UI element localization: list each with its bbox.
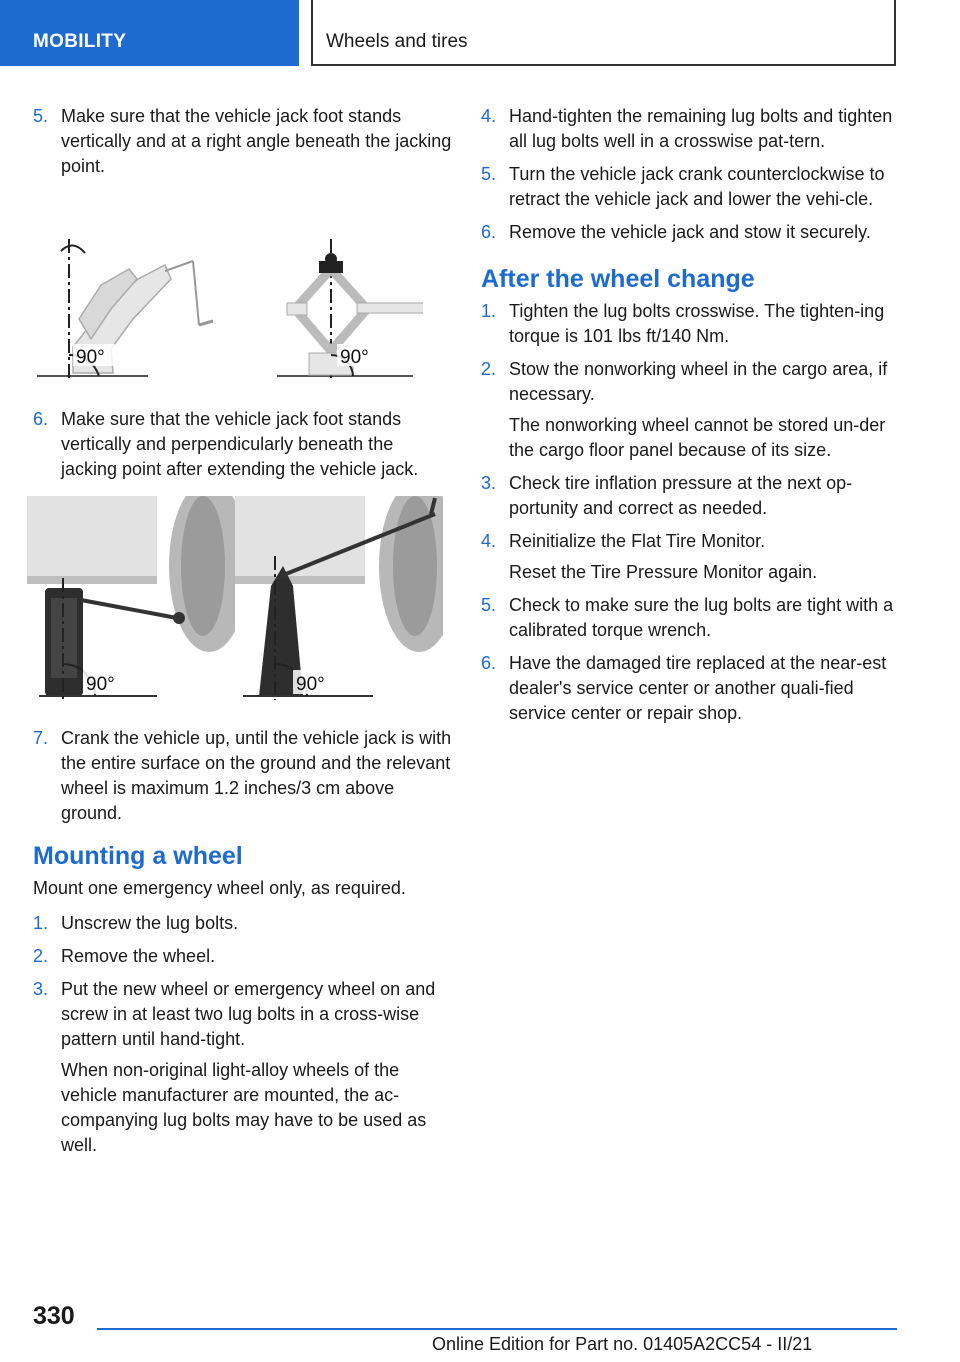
step-note: When non-original light-alloy wheels of the vehicle manufacturer are mounted, the ac-companying lug bolts may have to be used as well.	[61, 1060, 427, 1155]
jack-photo-figure	[27, 496, 453, 704]
step-number: 6.	[481, 653, 497, 673]
step-number: 2.	[481, 359, 497, 379]
step-item	[481, 220, 899, 245]
step-note: The nonworking wheel cannot be stored un-der the cargo floor panel because of its size.	[509, 415, 886, 460]
chapter-title: Wheels and tires	[326, 31, 468, 52]
step-number: 3.	[481, 473, 497, 493]
step-text: Check tire inflation pressure at the next op-portunity and correct as needed.	[509, 473, 853, 518]
step-item	[481, 299, 899, 349]
step-number: 5.	[481, 595, 497, 615]
step-item	[33, 977, 453, 1158]
step-number: 1.	[33, 913, 49, 933]
step-text: Turn the vehicle jack crank counterclockwise to retract the vehicle jack and lower the vehi-cle.	[509, 164, 885, 209]
edition-info: Online Edition for Part no. 01405A2CC54 - II/21	[432, 1334, 813, 1354]
jack-diagram-scissor	[33, 235, 453, 385]
section-label: MOBILITY	[33, 31, 127, 52]
step-number: 4.	[481, 106, 497, 126]
step-text: Crank the vehicle up, until the vehicle jack is with the entire surface on the ground and the relevant wheel is maximum 1.2 inches/3 cm above ground.	[61, 728, 452, 823]
step-number: 6.	[481, 222, 497, 242]
angle-label-left: 90°	[86, 674, 115, 695]
step-item	[33, 944, 453, 969]
mounting-intro: Mount one emergency wheel only, as required.	[33, 878, 406, 898]
section-heading-after-change: After the wheel change	[481, 265, 755, 293]
page-number: 330	[33, 1302, 75, 1330]
angle-label-right: 90°	[296, 674, 325, 695]
section-heading-mounting: Mounting a wheel	[33, 842, 243, 870]
step-item	[481, 593, 899, 643]
jack-photo-illustration	[27, 496, 443, 704]
step-item	[33, 104, 453, 179]
step-text: Check to make sure the lug bolts are tight with a calibrated torque wrench.	[509, 595, 894, 640]
step-text: Put the new wheel or emergency wheel on and screw in at least two lug bolts in a cross-wise pattern until hand-tight.	[61, 979, 436, 1049]
step-item	[481, 529, 899, 585]
step-item	[481, 357, 899, 463]
right-column	[481, 104, 899, 734]
chapter-title-box	[311, 0, 896, 66]
step-number: 4.	[481, 531, 497, 551]
step-item	[481, 471, 899, 521]
step-number: 7.	[33, 728, 49, 748]
step-text: Remove the wheel.	[61, 946, 216, 966]
step-number: 6.	[33, 409, 49, 429]
step-text: Unscrew the lug bolts.	[61, 913, 239, 933]
footer-divider	[97, 1328, 897, 1330]
step-number: 3.	[33, 979, 49, 999]
step-item	[33, 407, 453, 482]
step-text: Have the damaged tire replaced at the near-est dealer's service center or another quali-fied service center or repair shop.	[509, 653, 887, 723]
step-note: Reset the Tire Pressure Monitor again.	[509, 562, 818, 582]
step-number: 2.	[33, 946, 49, 966]
step-number: 1.	[481, 301, 497, 321]
step-number: 5.	[481, 164, 497, 184]
step-text: Make sure that the vehicle jack foot stands vertically and at a right angle beneath the jacking point.	[61, 106, 452, 176]
step-item	[33, 911, 453, 936]
section-tab	[0, 0, 299, 66]
angle-label-right: 90°	[340, 347, 369, 368]
step-text: Make sure that the vehicle jack foot stands vertically and perpendicularly beneath the jacking point after extending the vehicle jack.	[61, 409, 419, 479]
left-column	[33, 104, 453, 1166]
step-number: 5.	[33, 106, 49, 126]
step-text: Stow the nonworking wheel in the cargo area, if necessary.	[509, 359, 888, 404]
step-item	[481, 651, 899, 726]
step-text: Tighten the lug bolts crosswise. The tighten-ing torque is 101 lbs ft/140 Nm.	[509, 301, 885, 346]
step-text: Hand-tighten the remaining lug bolts and tighten all lug bolts well in a crosswise pat-tern.	[509, 106, 893, 151]
step-item	[481, 162, 899, 212]
step-item	[481, 104, 899, 154]
step-text: Remove the vehicle jack and stow it securely.	[509, 222, 871, 242]
angle-label-left: 90°	[76, 347, 105, 368]
step-text: Reinitialize the Flat Tire Monitor.	[509, 531, 766, 551]
step-item	[33, 726, 453, 826]
scissor-jack-illustration	[33, 235, 423, 385]
